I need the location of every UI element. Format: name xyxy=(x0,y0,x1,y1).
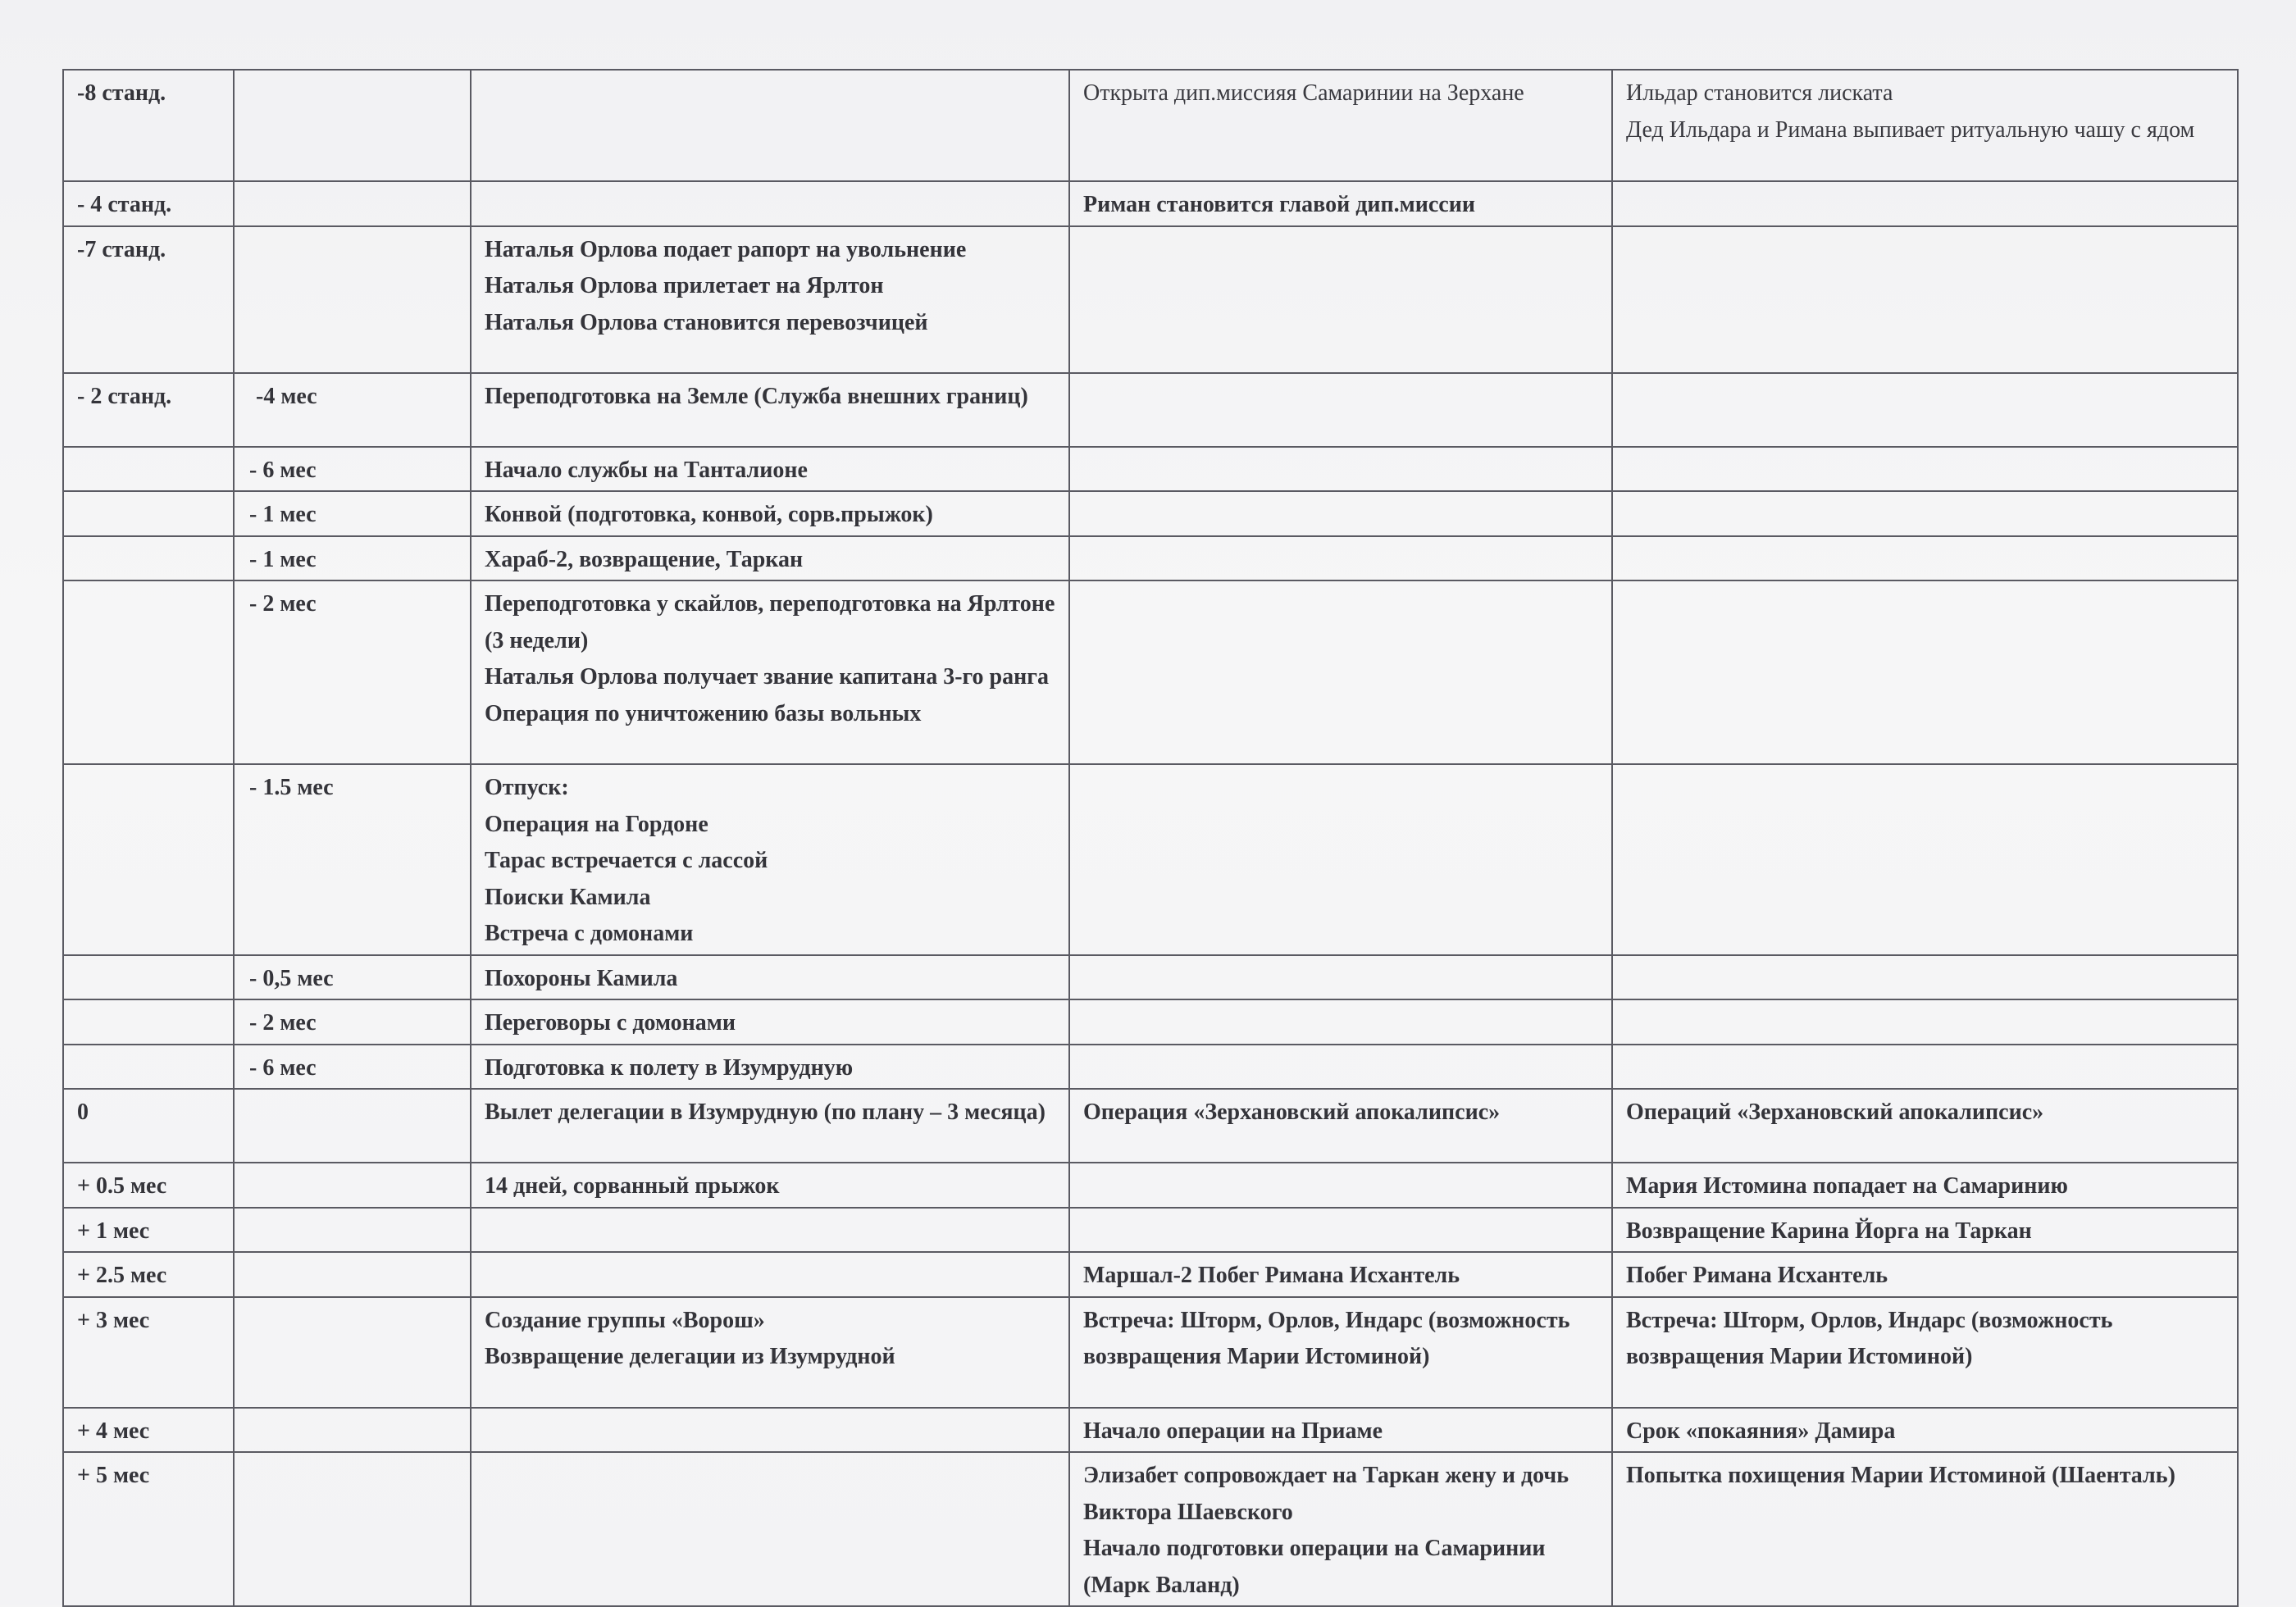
cell-line: Наталья Орлова становится перевозчицей xyxy=(485,309,928,335)
cell-line: Тарас встречается с лассой xyxy=(485,848,768,873)
column-5-cell xyxy=(1612,1408,2238,1453)
relative-time-cell xyxy=(234,1208,471,1253)
time-cell xyxy=(63,580,234,764)
column-5-cell xyxy=(1612,373,2238,447)
cell-line: Похороны Камила xyxy=(485,965,678,991)
table-row xyxy=(63,1297,2238,1408)
events-cell xyxy=(471,1089,1069,1163)
table-row xyxy=(63,491,2238,536)
cell-line: Переговоры с домонами xyxy=(485,1010,736,1036)
time-cell xyxy=(63,1045,234,1090)
column-4-cell xyxy=(1069,1252,1612,1297)
cell-line: Элизабет сопровождает на Таркан жену и дочь Виктора Шаевского xyxy=(1083,1463,1569,1525)
cell-line: Операция на Гордоне xyxy=(485,811,708,837)
column-5-cell xyxy=(1612,1045,2238,1090)
cell-line: Возвращение Карина Йорга на Таркан xyxy=(1626,1218,2032,1244)
column-4-cell xyxy=(1069,580,1612,764)
cell-line: Отпуск: xyxy=(485,775,569,800)
time-cell: + 5 мес xyxy=(63,1452,234,1606)
cell-line: Начало операции на Приаме xyxy=(1083,1418,1383,1444)
cell-line: Начало службы на Танталионе xyxy=(485,457,808,483)
time-cell: - 4 станд. xyxy=(63,181,234,226)
cell-line: 14 дней, сорванный прыжок xyxy=(485,1173,780,1199)
column-5-cell xyxy=(1612,70,2238,181)
column-4-cell xyxy=(1069,226,1612,373)
table-row xyxy=(63,70,2238,181)
relative-time-cell xyxy=(234,1252,471,1297)
cell-line: Операция «Зерхановский апокалипсис» xyxy=(1083,1099,1501,1125)
cell-line: Маршал-2 Побег Римана Исхантель xyxy=(1083,1263,1460,1288)
table-row xyxy=(63,536,2238,581)
column-4-cell xyxy=(1069,1452,1612,1606)
relative-time-cell: - 1 мес xyxy=(234,536,471,581)
cell-line: Дед Ильдара и Римана выпивает ритуальную чашу с ядом xyxy=(1626,116,2195,143)
column-5-cell xyxy=(1612,1163,2238,1208)
time-cell xyxy=(63,764,234,955)
column-5-cell xyxy=(1612,491,2238,536)
column-4-cell xyxy=(1069,181,1612,226)
table-row xyxy=(63,955,2238,1000)
column-4-cell xyxy=(1069,373,1612,447)
cell-line: Переподготовка у скайлов, переподготовка на Ярлтоне (3 недели) xyxy=(485,591,1055,653)
cell-line: Переподготовка на Земле (Служба внешних границ) xyxy=(485,383,1028,409)
time-cell xyxy=(63,447,234,492)
column-4-cell xyxy=(1069,1163,1612,1208)
column-5-cell xyxy=(1612,955,2238,1000)
time-cell xyxy=(63,999,234,1045)
column-5-cell xyxy=(1612,1297,2238,1408)
table-row xyxy=(63,580,2238,764)
relative-time-cell: - 1.5 мес xyxy=(234,764,471,955)
time-cell: - 2 станд. xyxy=(63,373,234,447)
column-5-cell xyxy=(1612,580,2238,764)
time-cell: + 2.5 мес xyxy=(63,1252,234,1297)
cell-line: Встреча: Шторм, Орлов, Индарс (возможность возвращения Марии Истоминой) xyxy=(1083,1307,1570,1369)
cell-line: Мария Истомина попадает на Самаринию xyxy=(1626,1173,2068,1199)
time-cell: 0 xyxy=(63,1089,234,1163)
column-5-cell xyxy=(1612,1252,2238,1297)
cell-line: Подготовка к полету в Изумрудную xyxy=(485,1054,854,1081)
relative-time-cell xyxy=(234,1452,471,1606)
time-cell: + 0.5 мес xyxy=(63,1163,234,1208)
events-cell xyxy=(471,999,1069,1045)
table-row xyxy=(63,1163,2238,1208)
cell-line: Срок «покаяния» Дамира xyxy=(1626,1418,1896,1444)
events-cell xyxy=(471,1452,1069,1606)
events-cell xyxy=(471,1408,1069,1453)
column-4-cell xyxy=(1069,764,1612,955)
column-4-cell xyxy=(1069,491,1612,536)
column-5-cell xyxy=(1612,1089,2238,1163)
relative-time-cell xyxy=(234,1163,471,1208)
cell-line: Побег Римана Исхантель xyxy=(1626,1263,1888,1288)
table-row xyxy=(63,1252,2238,1297)
column-4-cell xyxy=(1069,70,1612,181)
relative-time-cell xyxy=(234,1089,471,1163)
table-row xyxy=(63,1408,2238,1453)
table-row xyxy=(63,447,2238,492)
relative-time-cell: - 1 мес xyxy=(234,491,471,536)
relative-time-cell xyxy=(234,181,471,226)
relative-time-cell: - 0,5 мес xyxy=(234,955,471,1000)
events-cell xyxy=(471,373,1069,447)
timeline-body xyxy=(63,70,2238,1606)
cell-line: Встреча с домонами xyxy=(485,921,694,946)
events-cell xyxy=(471,580,1069,764)
events-cell xyxy=(471,1297,1069,1408)
column-4-cell xyxy=(1069,447,1612,492)
cell-line: Начало подготовки операции на Самаринии (Марк Валанд) xyxy=(1083,1536,1546,1598)
cell-line: Встреча: Шторм, Орлов, Индарс (возможность возвращения Марии Истоминой) xyxy=(1626,1307,2113,1369)
column-4-cell xyxy=(1069,536,1612,581)
time-cell: + 3 мес xyxy=(63,1297,234,1408)
column-4-cell xyxy=(1069,955,1612,1000)
cell-line: Наталья Орлова получает звание капитана 3-го ранга xyxy=(485,664,1049,690)
relative-time-cell xyxy=(234,1297,471,1408)
table-row xyxy=(63,1089,2238,1163)
relative-time-cell: - 6 мес xyxy=(234,447,471,492)
events-cell xyxy=(471,764,1069,955)
column-4-cell xyxy=(1069,1089,1612,1163)
cell-line: Попытка похищения Марии Истоминой (Шаенталь) xyxy=(1626,1463,2175,1488)
events-cell xyxy=(471,447,1069,492)
relative-time-cell xyxy=(234,70,471,181)
time-cell: -7 станд. xyxy=(63,226,234,373)
cell-line: Наталья Орлова прилетает на Ярлтон xyxy=(485,273,884,298)
cell-line: Конвой (подготовка, конвой, сорв.прыжок) xyxy=(485,502,933,527)
table-row xyxy=(63,1208,2238,1253)
column-4-cell xyxy=(1069,999,1612,1045)
cell-line: Поиски Камила xyxy=(485,884,651,910)
table-row xyxy=(63,373,2238,447)
cell-line: Наталья Орлова подает рапорт на увольнение xyxy=(485,236,967,262)
time-cell xyxy=(63,955,234,1000)
cell-line: Открыта дип.миссияя Самаринии на Зерхане xyxy=(1083,80,1524,106)
cell-line: Хараб-2, возвращение, Таркан xyxy=(485,546,804,572)
events-cell xyxy=(471,1208,1069,1253)
table-row xyxy=(63,1452,2238,1606)
events-cell xyxy=(471,181,1069,226)
events-cell xyxy=(471,1163,1069,1208)
column-4-cell xyxy=(1069,1408,1612,1453)
events-cell xyxy=(471,1252,1069,1297)
table-row xyxy=(63,1045,2238,1090)
relative-time-cell xyxy=(234,1408,471,1453)
table-row xyxy=(63,181,2238,226)
cell-line: Операций «Зерхановский апокалипсис» xyxy=(1626,1099,2044,1125)
cell-line: Возвращение делегации из Изумрудной xyxy=(485,1344,895,1369)
column-5-cell xyxy=(1612,447,2238,492)
column-5-cell xyxy=(1612,226,2238,373)
table-row xyxy=(63,999,2238,1045)
column-5-cell xyxy=(1612,764,2238,955)
time-cell: + 4 мес xyxy=(63,1408,234,1453)
column-5-cell xyxy=(1612,999,2238,1045)
timeline-table xyxy=(62,69,2239,1607)
column-5-cell xyxy=(1612,536,2238,581)
cell-line: Создание группы «Ворош» xyxy=(485,1307,765,1333)
events-cell xyxy=(471,70,1069,181)
cell-line: Операция по уничтожению базы вольных xyxy=(485,700,922,726)
cell-line: Ильдар становится лиската xyxy=(1626,80,1893,106)
column-5-cell xyxy=(1612,1208,2238,1253)
column-4-cell xyxy=(1069,1208,1612,1253)
time-cell xyxy=(63,491,234,536)
time-cell: -8 станд. xyxy=(63,70,234,181)
relative-time-cell: - 2 мес xyxy=(234,580,471,764)
events-cell xyxy=(471,226,1069,373)
cell-line: Риман становится главой дип.миссии xyxy=(1083,192,1475,217)
events-cell xyxy=(471,536,1069,581)
events-cell xyxy=(471,491,1069,536)
time-cell xyxy=(63,536,234,581)
relative-time-cell: - 2 мес xyxy=(234,999,471,1045)
relative-time-cell: - 6 мес xyxy=(234,1045,471,1090)
table-row xyxy=(63,226,2238,373)
cell-line: Вылет делегации в Изумрудную (по плану – 3 месяца) xyxy=(485,1099,1046,1125)
column-4-cell xyxy=(1069,1297,1612,1408)
column-5-cell xyxy=(1612,181,2238,226)
column-5-cell xyxy=(1612,1452,2238,1606)
time-cell: + 1 мес xyxy=(63,1208,234,1253)
relative-time-cell xyxy=(234,226,471,373)
relative-time-cell: -4 мес xyxy=(234,373,471,447)
events-cell xyxy=(471,955,1069,1000)
events-cell xyxy=(471,1045,1069,1090)
column-4-cell xyxy=(1069,1045,1612,1090)
table-row xyxy=(63,764,2238,955)
